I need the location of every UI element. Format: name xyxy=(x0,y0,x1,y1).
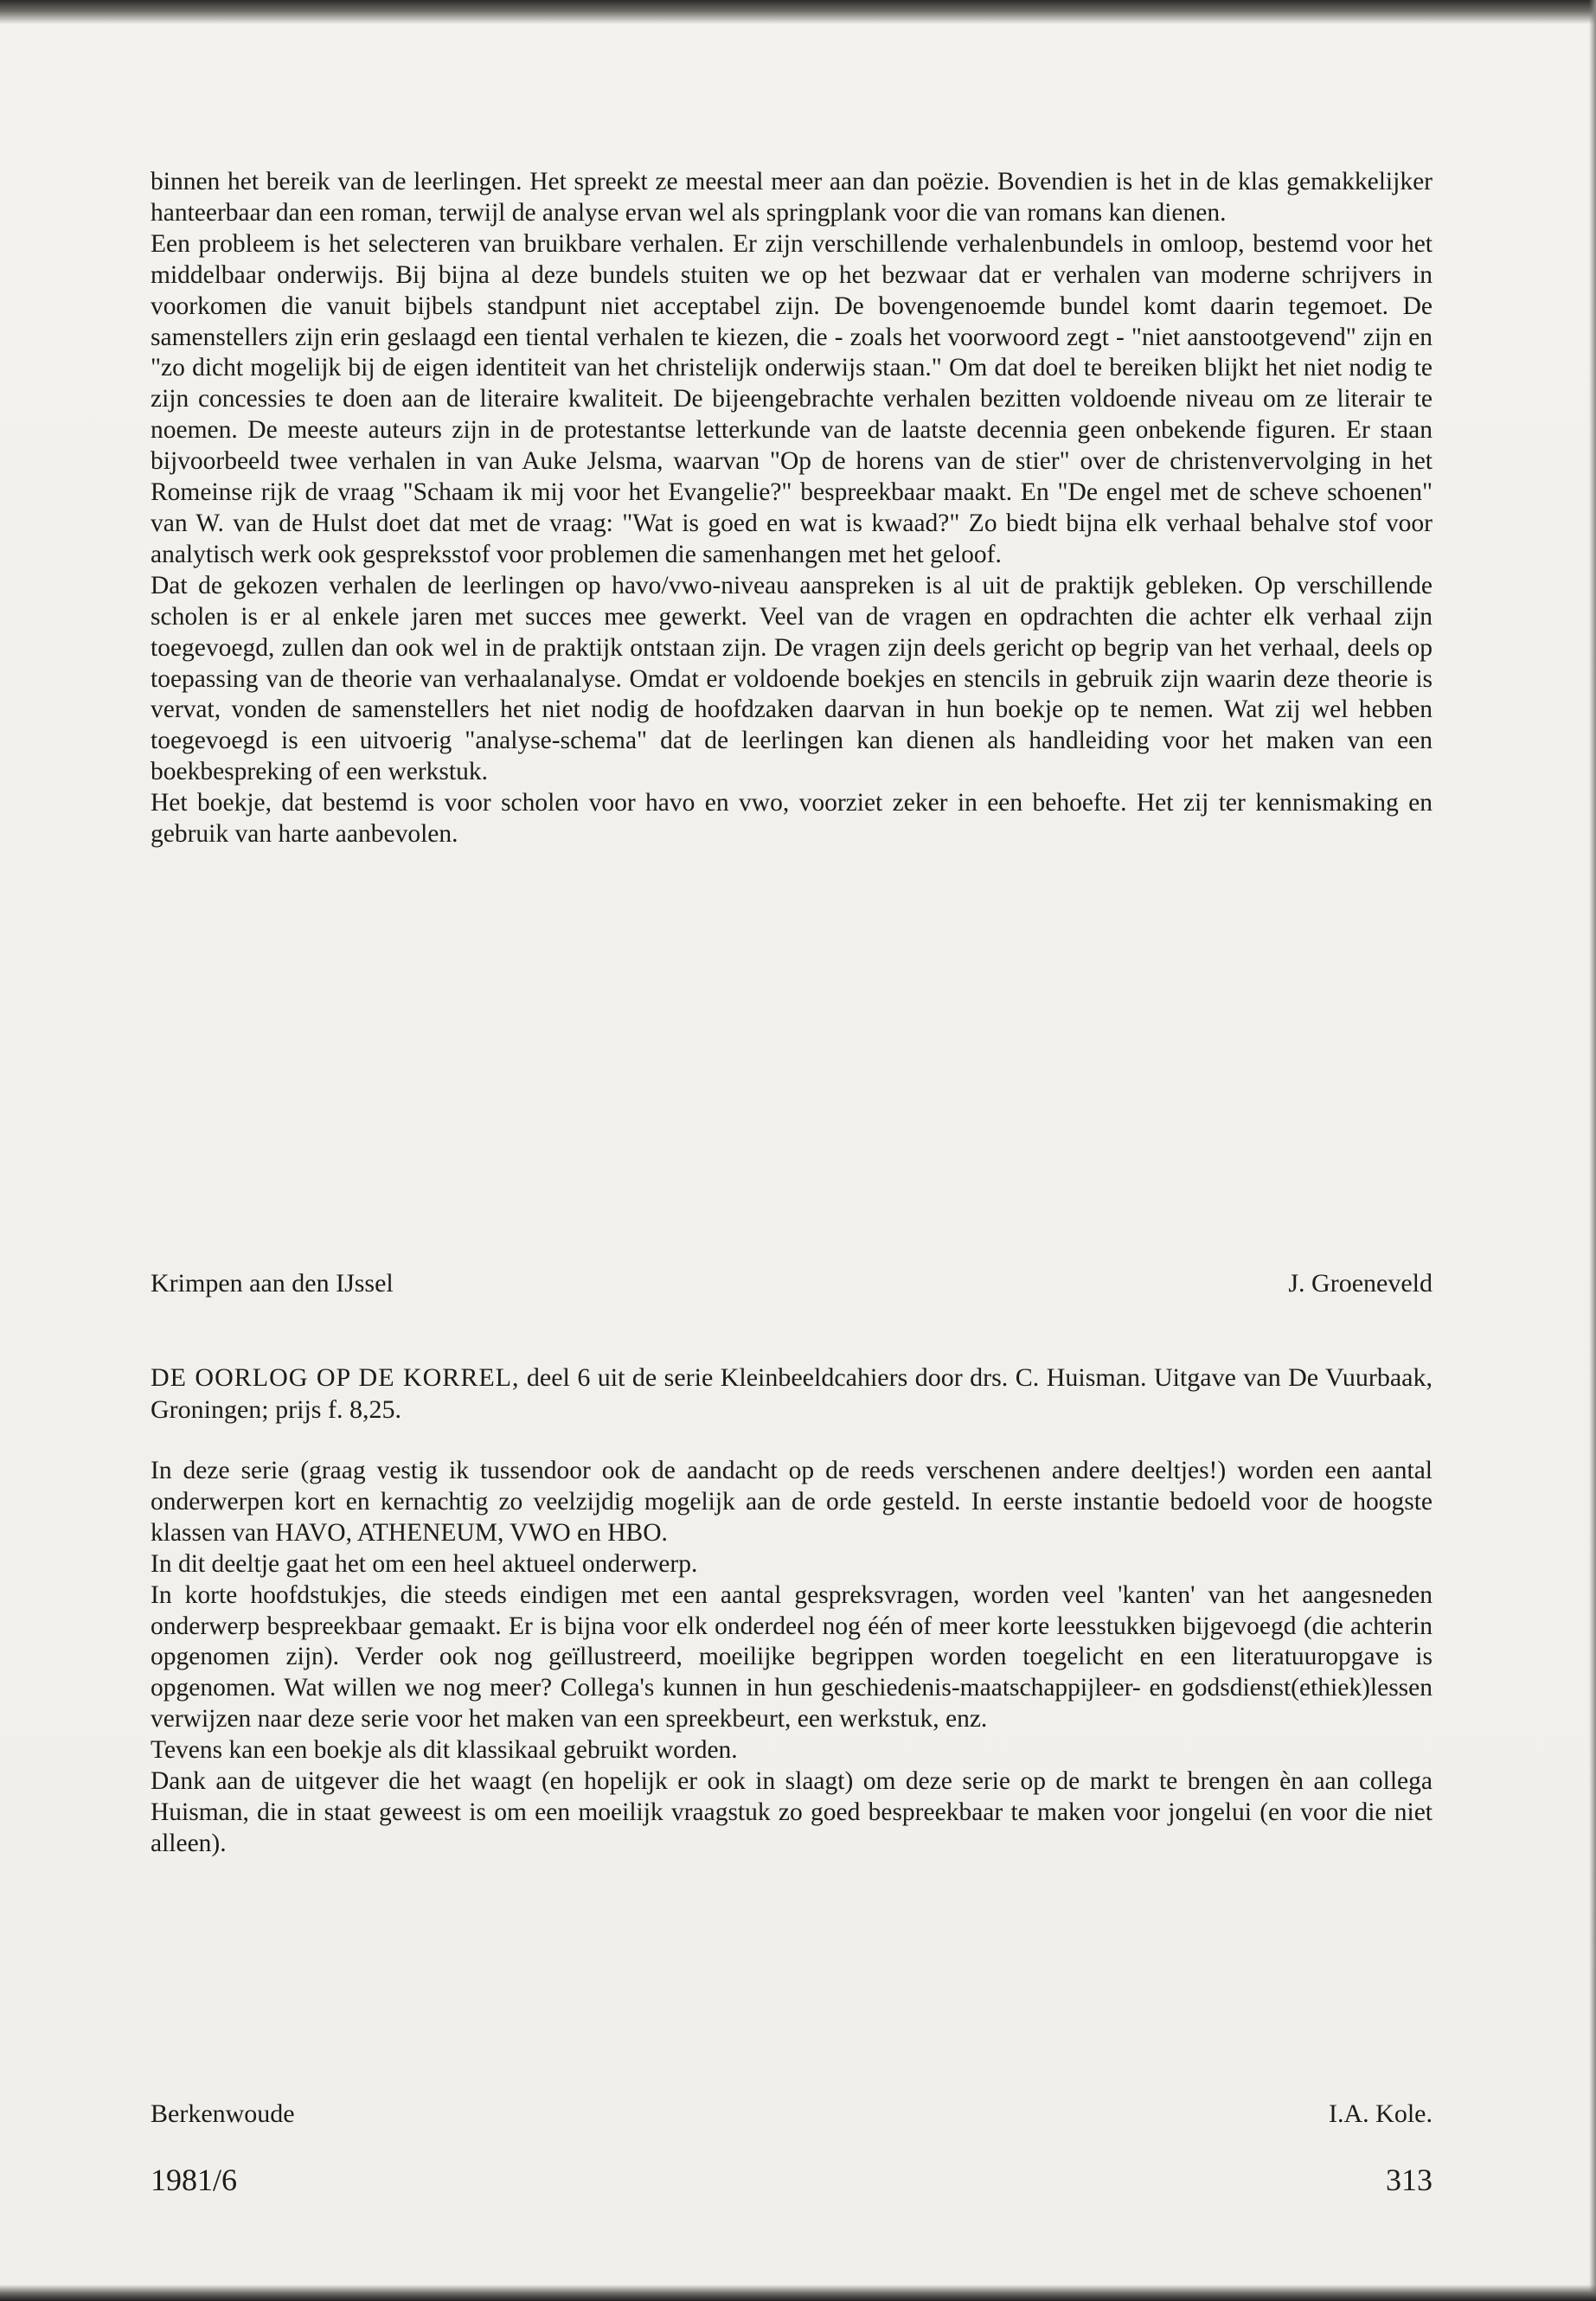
review-1-paragraph: Het boekje, dat bestemd is voor scholen voor havo en vwo, voorziet zeker in een behoefte. Het zij ter kennismaking en gebruik van harte aanbevolen. xyxy=(151,789,1433,849)
scan-top-edge xyxy=(0,0,1596,24)
review-1-signature xyxy=(151,1268,1433,1299)
review-2-paragraph: In deze serie (graag vestig ik tussendoor ook de aandacht op de reeds verschenen andere deeltjes!) worden een aantal onderwerpen kort en kernachtig zo veelzijdig mogelijk aan de orde gesteld. In eerste instantie bedoeld voor de hoogste klassen van HAVO, ATHENEUM, VWO en HBO. xyxy=(151,1457,1433,1547)
review-2-place: Berkenwoude xyxy=(151,2099,295,2128)
review-2-paragraph: Dank aan de uitgever die het waagt (en hopelijk er ook in slaagt) om deze serie op de markt te brengen èn aan collega Huisman, die in staat geweest is om een moeilijk vraagstuk zo goed bespreekbaar te maken voor jongelui (en voor die niet alleen). xyxy=(151,1767,1433,1857)
scan-bottom-edge xyxy=(0,2285,1596,2301)
review-1-place: Krimpen aan den IJssel xyxy=(151,1269,394,1298)
page-footer xyxy=(151,2163,1433,2197)
review-2-paragraph: In dit deeltje gaat het om een heel aktueel onderwerp. xyxy=(151,1549,698,1578)
review-2-author: I.A. Kole. xyxy=(1329,2099,1433,2128)
scan-right-edge xyxy=(1589,0,1596,2301)
review-2-paragraph: In korte hoofdstukjes, die steeds eindigen met een aantal gespreksvragen, worden veel 'kanten' van het aangesneden onderwerp bespreekbaar gemaakt. Er is bijna voor elk onderdeel nog één of meer korte leesstukken bijgevoegd (die achterin opgenomen zijn). Verder ook nog geïllustreerd, moeilijke begrippen worden toegelicht en een literatuuropgave is opgenomen. Wat willen we nog meer? Collega's kunnen in hun geschiedenis-maatschappijleer- en godsdienst(ethiek)lessen verwijzen naar deze serie voor het maken van een spreekbeurt, een werkstuk, enz. xyxy=(151,1580,1433,1734)
review-2-body xyxy=(151,1456,1433,1860)
review-2-paragraph: Tevens kan een boekje als dit klassikaal gebruikt worden. xyxy=(151,1736,738,1765)
review-2-heading xyxy=(151,1362,1433,1426)
review-2-book-title: DE OORLOG OP DE KORREL, xyxy=(151,1363,520,1392)
issue-number: 1981/6 xyxy=(151,2163,238,2197)
review-1-body xyxy=(151,167,1433,850)
review-1-paragraph: Een probleem is het selecteren van bruikbare verhalen. Er zijn verschillende verhalenbundels in omloop, bestemd voor het middelbaar onderwijs. Bij bijna al deze bundels stuiten we op het bezwaar dat er verhalen van moderne schrijvers in voorkomen die vanuit bijbels standpunt niet acceptabel zijn. De bovengenoemde bundel komt daarin tegemoet. De samenstellers zijn erin geslaagd een tiental verhalen te kiezen, die - zoals het voorwoord zegt - "niet aanstootgevend" zijn en "zo dicht mogelijk bij de eigen identiteit van het christelijk onderwijs staan." Om dat doel te bereiken blijkt het niet nodig te zijn concessies te doen aan de literaire kwaliteit. De bijeengebrachte verhalen bezitten voldoende niveau om ze literair te noemen. De meeste auteurs zijn in de protestantse letterkunde van de laatste decennia geen onbekende figuren. Er staan bijvoorbeeld twee verhalen in van Auke Jelsma, waarvan "Op de horens van de stier" over de christenvervolging in het Romeinse rijk de vraag "Schaam ik mij voor het Evangelie?" bespreekbaar maakt. En "De engel met de scheve schoenen" van W. van de Hulst doet dat met de vraag: "Wat is goed en wat is kwaad?" Zo biedt bijna elk verhaal behalve stof voor analytisch werk ook gespreksstof voor problemen die samenhangen met het geloof. xyxy=(151,229,1433,568)
review-1-paragraph: binnen het bereik van de leerlingen. Het spreekt ze meestal meer aan dan poëzie. Bovendien is het in de klas gemakkelijker hanteerbaar dan een roman, terwijl de analyse ervan wel als springplank voor die van romans kan dienen. xyxy=(151,168,1433,227)
review-1-paragraph: Dat de gekozen verhalen de leerlingen op havo/vwo-niveau aanspreken is al uit de praktijk gebleken. Op verschillende scholen is er al enkele jaren met succes mee gewerkt. Veel van de vragen en opdrachten die achter elk verhaal zijn toegevoegd, zullen dan ook wel in de praktijk ontstaan zijn. De vragen zijn deels gericht op begrip van het verhaal, deels op toepassing van de theorie van verhaalanalyse. Omdat er voldoende boekjes en stencils in gebruik zijn waarin deze theorie is vervat, vonden de samenstellers het niet nodig de hoofdzaken daarvan in hun boekje op te nemen. Wat zij wel hebben toegevoegd is een uitvoerig "analyse-schema" dat de leerlingen kan dienen als handleiding voor het maken van een boekbespreking of een werkstuk. xyxy=(151,571,1433,786)
review-2-signature xyxy=(151,2099,1433,2130)
review-1-author: J. Groeneveld xyxy=(1288,1269,1433,1298)
review-2-book-details: deel 6 uit de serie Kleinbeeldcahiers door drs. C. Huisman. Uitgave van De Vuurbaak, Groningen; prijs f. 8,25. xyxy=(151,1363,1433,1424)
page-number: 313 xyxy=(1386,2163,1433,2197)
